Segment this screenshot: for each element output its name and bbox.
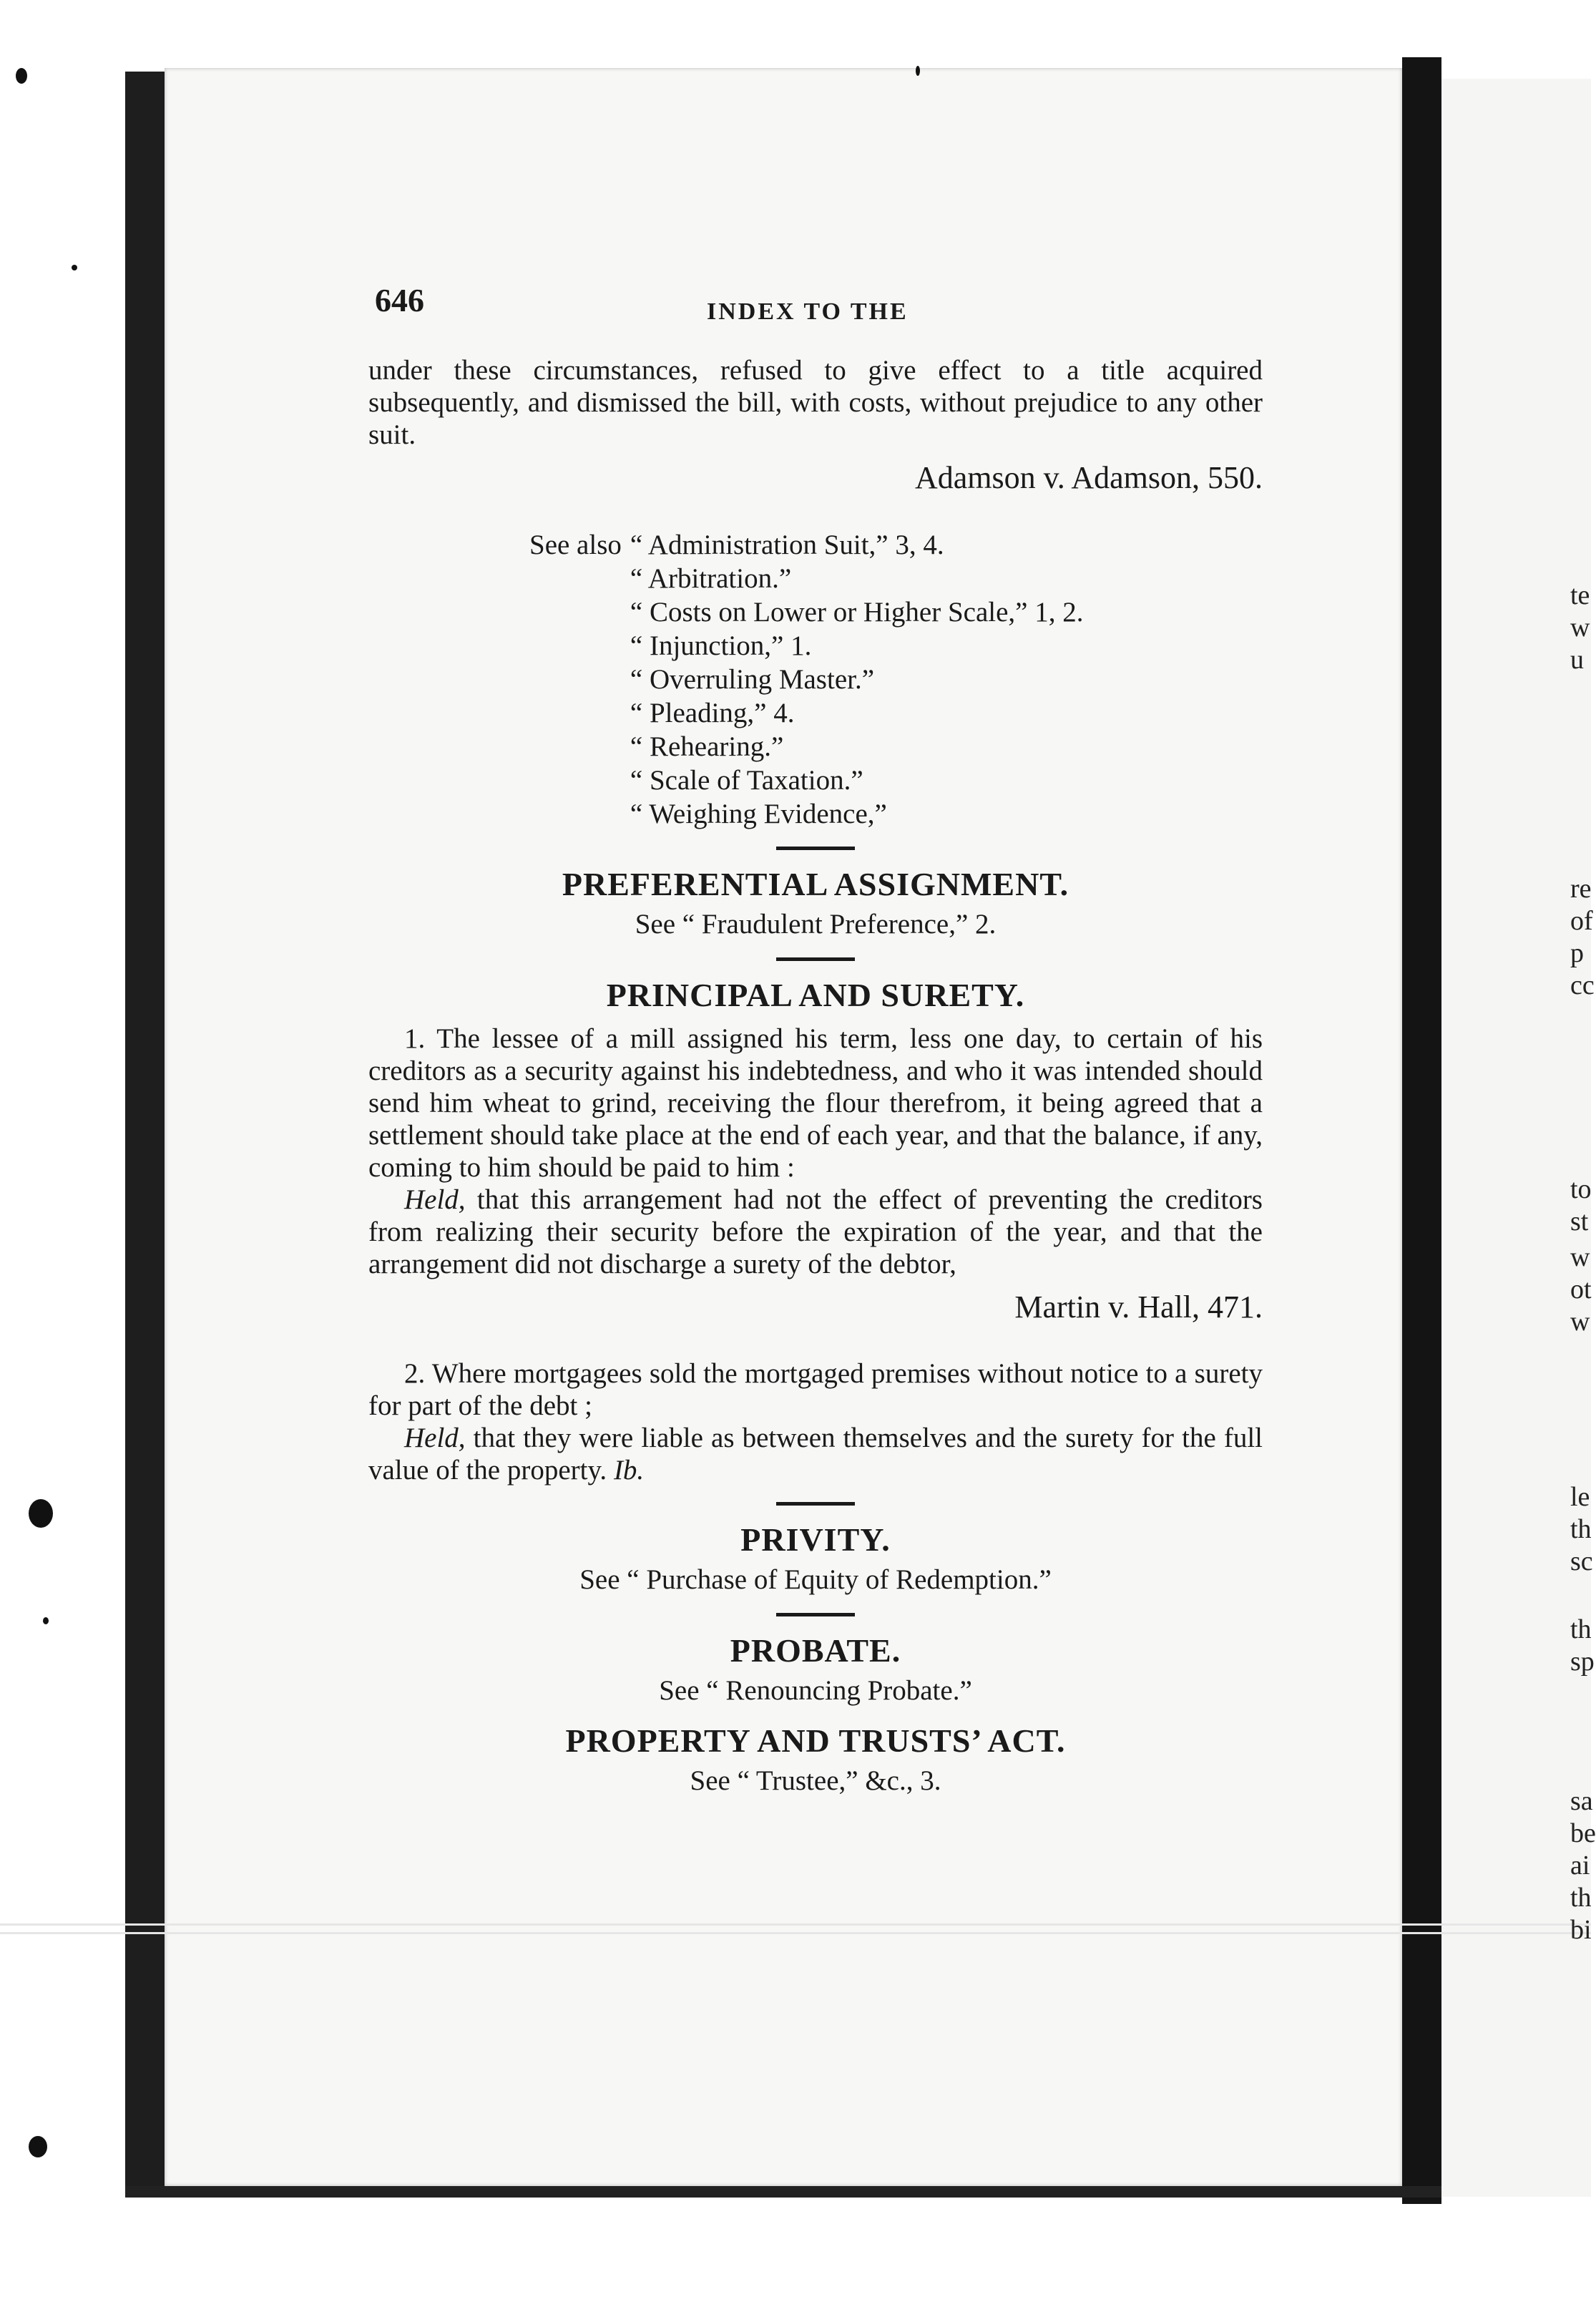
cross-reference: See “ Fraudulent Preference,” 2. (635, 909, 997, 940)
see-also-list (630, 528, 1084, 831)
heading-principal-and-surety: PRINCIPAL AND SURETY. (606, 977, 1025, 1013)
scan-artifact-line (0, 1932, 1591, 1934)
scan-speck (29, 1499, 53, 1528)
see-also-item: “ Pleading,” 4. (630, 698, 795, 728)
adjacent-page-fragment: u (1570, 645, 1584, 675)
entry-2-text: 2. Where mortgagees sold the mortgaged premises without notice to a surety for part of the debt ; (368, 1358, 1263, 1421)
entry-1-text: 1. The lessee of a mill assigned his term, less one day, to certain of his creditors as a security against his indebtedness, and who it was intended should send him wheat to grind, receiving the flour therefrom, it being agreed that a settlement should take place at the end of each year, and that the balance, if any, coming to him should be paid to him : (368, 1023, 1263, 1183)
scan-speck (72, 265, 77, 270)
see-also-item: “ Injunction,” 1. (630, 630, 812, 661)
see-also-item: “ Scale of Taxation.” (630, 765, 863, 796)
adjacent-page-edge (1441, 79, 1591, 2197)
case-citation: Martin v. Hall, 471. (1014, 1289, 1263, 1325)
holding-text: that this arrangement had not the effect of preventing the creditors from realizing their security before the expiration of the year, and that the arrangement did not discharge a surety of the debtor, (368, 1184, 1263, 1279)
adjacent-page-fragment: sc (1570, 1546, 1593, 1576)
adjacent-page-fragment: th (1570, 1614, 1592, 1644)
scan-bottom-edge (125, 2186, 1441, 2198)
book-gutter (1402, 57, 1441, 2204)
see-also-item: “ Arbitration.” (630, 563, 792, 594)
adjacent-page-fragment: p (1570, 938, 1584, 968)
heading-privity: PRIVITY. (740, 1521, 891, 1558)
adjacent-page-fragment: le (1570, 1482, 1590, 1512)
entry-1-holding (368, 1184, 1263, 1280)
see-also-item: “ Rehearing.” (630, 731, 784, 762)
cross-reference: See “ Renouncing Probate.” (659, 1675, 972, 1706)
cross-reference: See “ Trustee,” &c., 3. (690, 1765, 941, 1796)
see-also-item: “ Overruling Master.” (630, 664, 875, 695)
running-head: INDEX TO THE (707, 298, 909, 325)
held-word: Held, (404, 1423, 466, 1453)
adjacent-page-fragment: w (1570, 1242, 1590, 1272)
adjacent-page-fragment: w (1570, 1307, 1590, 1337)
see-also-block (529, 528, 1263, 831)
section-divider (776, 957, 855, 961)
see-also-label: See also (529, 530, 622, 560)
adjacent-page-fragment: th (1570, 1514, 1592, 1544)
adjacent-page-fragment: bi (1570, 1915, 1592, 1945)
see-also-item: “ Administration Suit,” 3, 4. (630, 530, 944, 560)
section-divider (776, 1613, 855, 1616)
scan-artifact-line (0, 1923, 1591, 1926)
case-citation: Adamson v. Adamson, 550. (914, 460, 1263, 495)
entry-2-holding (368, 1422, 1263, 1486)
heading-property-and-trusts-act: PROPERTY AND TRUSTS’ ACT. (565, 1722, 1066, 1759)
scan-speck (16, 68, 27, 84)
adjacent-page-fragment: st (1570, 1206, 1589, 1237)
adjacent-page-fragment: ot (1570, 1274, 1592, 1304)
scan-left-edge (125, 72, 165, 2190)
section-divider (776, 1502, 855, 1506)
adjacent-page-fragment: cc (1570, 970, 1595, 1000)
scan-speck (43, 1617, 49, 1624)
section-divider (776, 847, 855, 850)
ibid-reference: Ib. (613, 1455, 645, 1486)
adjacent-page-fragment: sa (1570, 1786, 1593, 1816)
cross-reference: See “ Purchase of Equity of Redemption.” (579, 1564, 1052, 1595)
adjacent-page-fragment: sp (1570, 1647, 1595, 1677)
heading-probate: PROBATE. (730, 1632, 901, 1669)
page-number: 646 (375, 282, 424, 318)
adjacent-page-fragment: te (1570, 580, 1590, 610)
adjacent-page-fragment: re (1570, 874, 1592, 904)
adjacent-page-fragment: be (1570, 1818, 1596, 1848)
scan-speck (916, 66, 920, 76)
adjacent-page-fragment: of (1570, 906, 1593, 936)
index-content (368, 354, 1263, 1798)
carryover-paragraph: under these circumstances, refused to give effect to a title acquired subsequently, and dismissed the bill, with costs, without prejudice to any other suit. (368, 355, 1263, 450)
heading-preferential-assignment: PREFERENTIAL ASSIGNMENT. (562, 866, 1069, 902)
adjacent-page-fragment: w (1570, 613, 1590, 643)
see-also-item: “ Costs on Lower or Higher Scale,” 1, 2. (630, 597, 1084, 628)
adjacent-page-fragment: ai (1570, 1850, 1590, 1881)
adjacent-page-fragment: th (1570, 1883, 1592, 1913)
adjacent-page-fragment: to (1570, 1174, 1592, 1204)
held-word: Held, (404, 1184, 466, 1215)
scan-speck (29, 2136, 47, 2157)
see-also-item: “ Weighing Evidence,” (630, 799, 887, 829)
holding-text: that they were liable as between themselves and the surety for the full value of the property. (368, 1423, 1263, 1486)
